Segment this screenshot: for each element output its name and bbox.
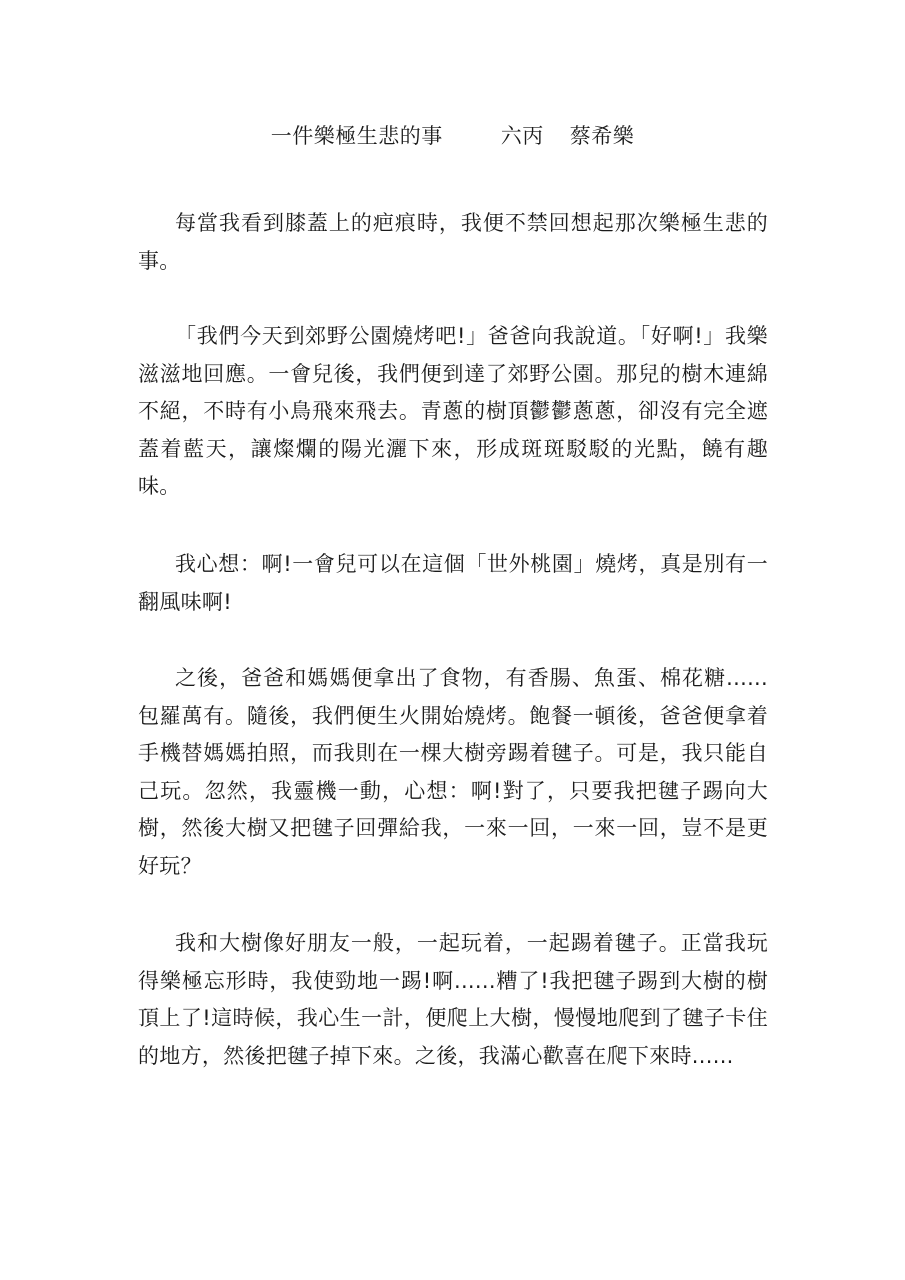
paragraph-2: 「我們今天到郊野公園燒烤吧!」爸爸向我說道。「好啊!」我樂滋滋地回應。一會兒後，我們便到達了郊野公園。那兒的樹木連綿不絕，不時有小鳥飛來飛去。青蔥的樹頂鬱鬱蔥蔥，卻沒有完全遮蓋着藍天，讓燦爛的陽光灑下來，形成斑斑駁駁的光點，饒有趣味。 [138,324,768,499]
paragraph-4: 之後，爸爸和媽媽便拿出了食物，有香腸、魚蛋、棉花糖......包羅萬有。隨後，我們便生火開始燒烤。飽餐一頓後，爸爸便拿着手機替媽媽拍照，而我則在一棵大樹旁踢着毽子。可是，我只能自己玩。忽然，我靈機一動，心想：啊!對了，只要我把毽子踢向大樹，然後大樹又把毽子回彈給我，一來一回，一來一回，豈不是更好玩？ [138,666,768,878]
paragraph-1: 每當我看到膝蓋上的疤痕時，我便不禁回想起那次樂極生悲的事。 [138,211,768,273]
paragraph-5: 我和大樹像好朋友一般，一起玩着，一起踢着毽子。正當我玩得樂極忘形時，我使勁地一踢!啊......糟了!我把毽子踢到大樹的樹頂上了!這時候，我心生一計，便爬上大樹，慢慢地爬到了毽子卡住的地方，然後把毽子掉下來。之後，我滿心歡喜在爬下來時...... [138,931,768,1068]
essay-title: 一件樂極生悲的事 [270,124,443,148]
title-line [0,120,905,152]
paragraph-3: 我心想：啊!一會兒可以在這個「世外桃園」燒烤，真是別有一翻風味啊! [138,552,768,614]
author-name: 蔡希樂 [569,124,635,148]
class-label: 六丙 [500,124,544,148]
